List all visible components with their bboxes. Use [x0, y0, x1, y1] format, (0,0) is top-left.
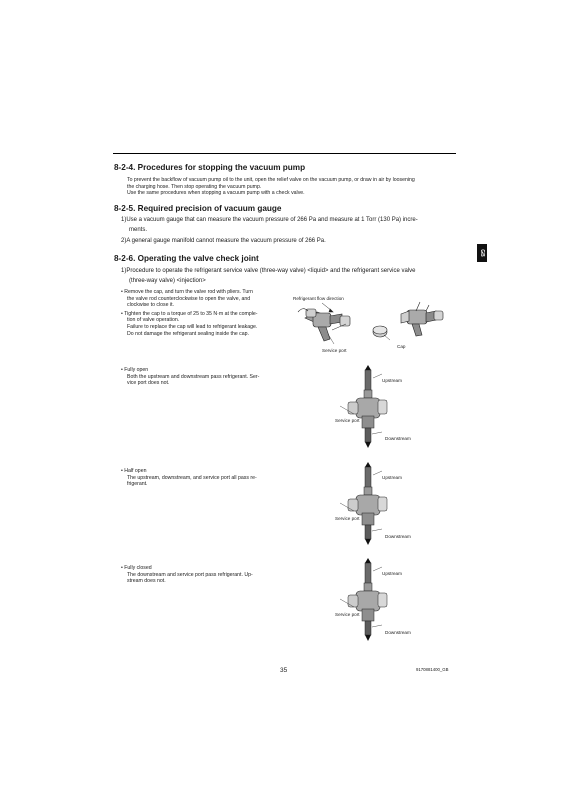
heading-8-2-4: 8-2-4. Procedures for stopping the vacuum pump: [114, 163, 306, 172]
list-item-1: 1)Use a vacuum gauge that can measure the vacuum pressure of 266 Pa and measure at 1 Torr (130 Pa) incre-: [121, 217, 418, 223]
heading-8-2-6: 8-2-6. Operating the valve check joint: [114, 254, 259, 263]
label-upstream: Upstream: [382, 475, 402, 480]
language-tab: [477, 244, 487, 262]
label-upstream: Upstream: [382, 378, 402, 383]
list-item-1: 1)Procedure to operate the refrigerant service valve (three-way valve) <liquid> and the refrigerant service valve: [121, 268, 416, 274]
state-title: • Fully open: [121, 367, 149, 373]
label-upstream: Upstream: [382, 571, 402, 576]
state-desc: The upstream, downstream, and service port all pass re-: [127, 474, 257, 481]
text-line: To prevent the backflow of vacuum pump oil to the unit, open the relief valve on the vacuum pump, or draw in air by loosening: [127, 177, 415, 183]
state-desc: Both the upstream and downstream pass refrigerant. Ser-: [127, 373, 260, 380]
label-cap: Cap: [397, 344, 406, 349]
document-id: 9170881400_GB: [416, 667, 449, 672]
bullet-line: clockwise to close it.: [127, 302, 174, 309]
list-item-2: 2)A general gauge manifold cannot measure the vacuum pressure of 266 Pa.: [121, 238, 326, 244]
bullet-line: Do not damage the refrigerant sealing inside the cap.: [127, 330, 249, 337]
bullet-line: tion of valve operation.: [127, 317, 180, 324]
language-tab-label: GB: [479, 249, 485, 257]
text-line: the charging hose. Then stop operating the vacuum pump.: [127, 183, 262, 190]
state-title: • Fully closed: [121, 565, 152, 571]
state-desc: frigerant.: [127, 481, 148, 488]
label-downstream: Downstream: [385, 534, 411, 539]
list-item-1-cont: ments.: [129, 226, 148, 233]
label-downstream: Downstream: [385, 436, 411, 441]
label-service-port: Service port: [335, 516, 360, 521]
label-service-port: Service port: [322, 348, 347, 353]
bullet-line: • Remove the cap, and turn the valve rod with pliers. Turn: [121, 289, 253, 295]
label-service-port: Service port: [335, 418, 360, 423]
state-desc: vice port does not.: [127, 380, 170, 387]
text-line: Use the same procedures when stopping a vacuum pump with a check valve.: [127, 190, 305, 197]
valve-half-open: [340, 462, 387, 545]
bullet-line: the valve rod counterclockwise to open the valve, and: [127, 295, 251, 302]
bullet-line: • Tighten the cap to a torque of 25 to 35 N·m at the comple-: [121, 310, 258, 317]
state-desc: The downstream and service port pass refrigerant. Up-: [127, 571, 253, 578]
page-number: 35: [280, 667, 288, 674]
state-desc: stream does not.: [127, 578, 166, 585]
valve-fully-closed: [340, 558, 387, 641]
label-service-port: Service port: [335, 612, 360, 617]
label-downstream: Downstream: [385, 630, 411, 635]
state-title: • Half open: [121, 468, 147, 474]
label-refrigerant-flow: Refrigerant flow direction: [293, 296, 344, 301]
heading-8-2-5: 8-2-5. Required precision of vacuum gauge: [114, 204, 282, 213]
valve-fully-open: [340, 365, 387, 448]
bullet-line: Failure to replace the cap will lead to refrigerant leakage.: [127, 323, 258, 330]
list-item-1-cont: (three-way valve) <injection>: [129, 277, 206, 284]
